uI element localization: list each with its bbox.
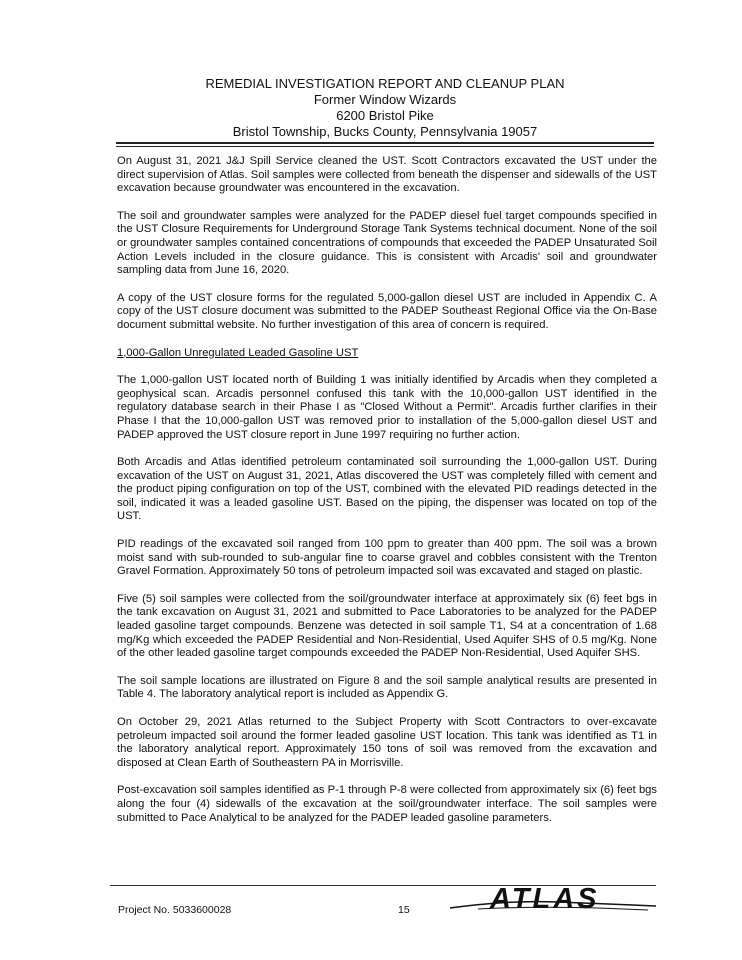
paragraph-post-excavation: Post-excavation soil samples identified as P-1 through P-8 were collected from approximately six (6) feet bgs along the four (4) sidewalls of the excavation at the soil/groundwater interface. The soil samples were submitted to Pace Analytical to be analyzed for the PADEP leaded gasoline parameters. — [117, 784, 657, 824]
paragraph-sample-analysis: The soil and groundwater samples were analyzed for the PADEP diesel fuel target compounds specified in the UST Closure Requirements for Underground Storage Tank Systems technical document. None of the soil or groundwater samples contained concentrations of compounds that exceeded the PADEP Unsaturated Soil Action Levels included in the closure guidance. This is consistent with Arcadis' soil and groundwater sampling data from June 16, 2020. — [117, 209, 657, 277]
report-body — [117, 155, 657, 839]
site-name: Former Window Wizards — [313, 92, 457, 107]
paragraph-sample-locations: The soil sample locations are illustrated on Figure 8 and the soil sample analytical results are presented in Table 4. The laboratory analytical report is included as Appendix G. — [117, 674, 657, 701]
paragraph-contaminated-soil: Both Arcadis and Atlas identified petroleum contaminated soil surrounding the 1,000-gallon UST. During excavation of the UST on August 31, 2021, Atlas discovered the UST was completely filled with cement and the product piping configuration on top of the UST, combined with the elevated PID readings detected in the soil, indicated it was a leaded gasoline UST. Based on the piping, the dispenser was located on top of the UST. — [117, 456, 657, 523]
project-number: Project No. 5033600028 — [118, 904, 232, 916]
paragraph-ust-cleaning: On August 31, 2021 J&J Spill Service cleaned the UST. Scott Contractors excavated the UST under the direct supervision of Atlas. Soil samples were collected from beneath the dispenser and sidewalls of the UST excavation because groundwater was encountered in the excavation. — [117, 155, 657, 195]
paragraph-soil-samples: Five (5) soil samples were collected from the soil/groundwater interface at approximately six (6) feet bgs in the tank excavation on August 31, 2021 and submitted to Pace Laboratories to be analyzed for the PADEP leaded gasoline target compounds. Benzene was detected in soil sample T1, S4 at a concentration of 1.68 mg/Kg which exceeded the PADEP Residential and Non-Residential, Used Aquifer SHS of 0.5 mg/Kg. None of the other leaded gasoline target compounds exceeded the PADEP Non-Residential, Used Aquifer SHS. — [117, 592, 657, 660]
site-location: Bristol Township, Bucks County, Pennsylvania 19057 — [232, 124, 538, 139]
paragraph-closure-forms: A copy of the UST closure forms for the regulated 5,000-gallon diesel UST are included in Appendix C. A copy of the UST closure document was submitted to the PADEP Southeast Regional Office via the On-Base document submittal website. No further investigation of this area of concern is required. — [117, 291, 657, 331]
atlas-logo — [448, 878, 658, 918]
paragraph-pid-readings: PID readings of the excavated soil ranged from 100 ppm to greater than 400 ppm. The soil was a brown moist sand with sub-rounded to sub-angular fine to coarse gravel and cobbles consistent with the Trenton Gravel Formation. Approximately 50 tons of petroleum impacted soil was excavated and staged on plastic. — [117, 538, 657, 578]
paragraph-over-excavation: On October 29, 2021 Atlas returned to the Subject Property with Scott Contractors to over-excavate petroleum impacted soil around the former leaded gasoline UST location. This tank was identified as T1 in the laboratory analytical report. Approximately 150 tons of soil was removed from the excavation and disposed at Clean Earth of Southeastern PA in Morrisville. — [117, 716, 657, 769]
report-title: REMEDIAL INVESTIGATION REPORT AND CLEANUP PLAN — [205, 76, 565, 91]
section-subheading: 1,000-Gallon Unregulated Leaded Gasoline UST — [117, 346, 359, 359]
page-number: 15 — [398, 904, 410, 916]
paragraph-ust-identification: The 1,000-gallon UST located north of Building 1 was initially identified by Arcadis when they completed a geophysical scan. Arcadis personnel confused this tank with the 10,000-gallon UST identified in the regulatory database search in their Phase I as "Closed Without a Permit". Arcadis further clarifies in their Phase I that the 10,000-gallon UST was removed prior to installation of the 5,000-gallon diesel UST and PADEP approved the UST closure report in June 1997 requiring no further action. — [117, 374, 657, 441]
report-header — [100, 76, 670, 140]
header-divider-thick — [116, 142, 654, 144]
site-address: 6200 Bristol Pike — [336, 108, 434, 123]
logo-text: ATLAS — [490, 883, 600, 915]
header-divider-thin — [116, 146, 654, 147]
